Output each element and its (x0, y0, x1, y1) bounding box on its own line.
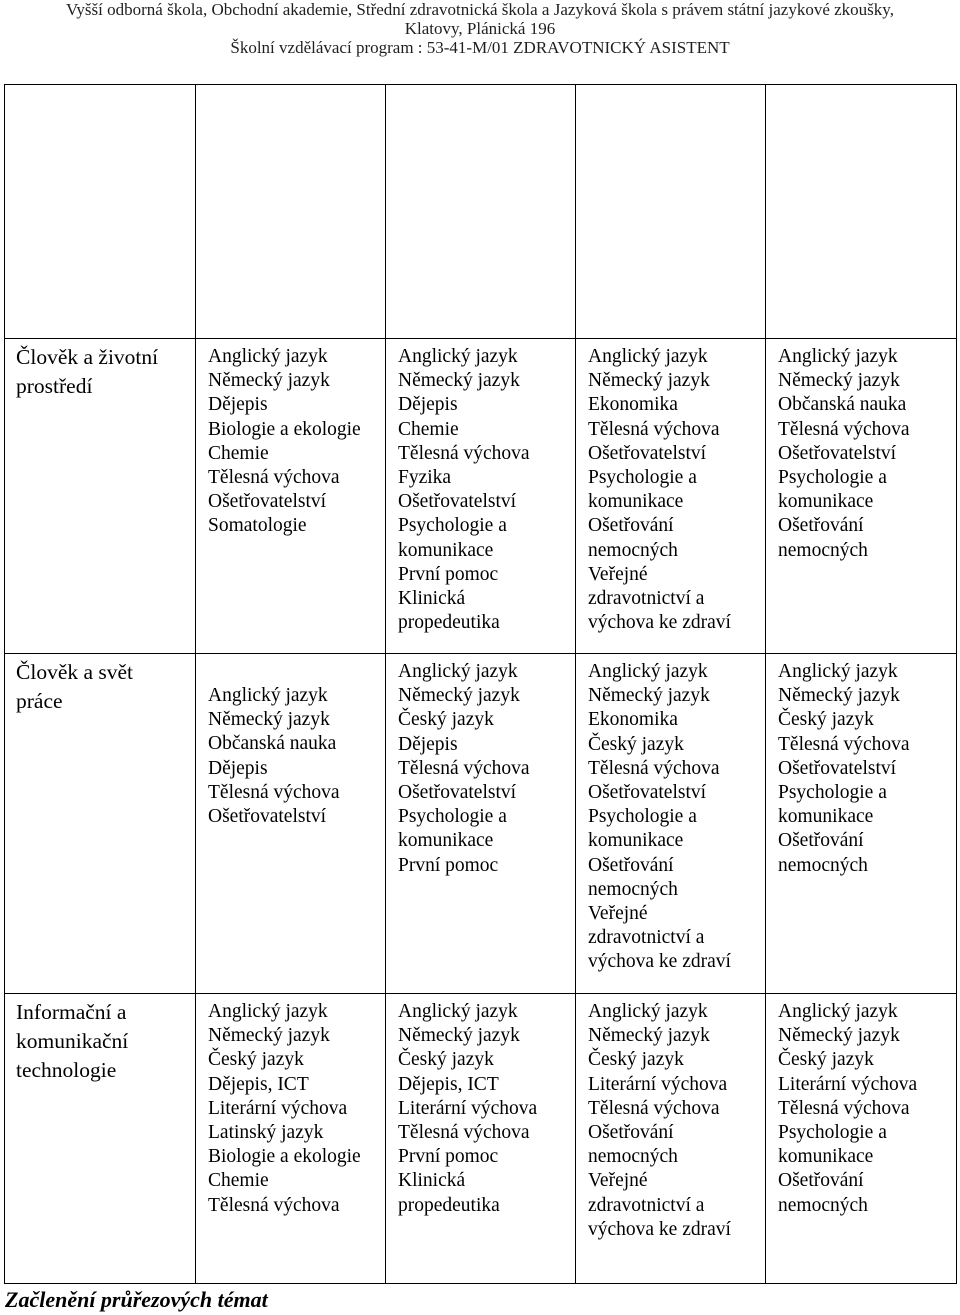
subject-line: Anglický jazyk (778, 1001, 898, 1022)
subject-line: Německý jazyk (208, 370, 330, 392)
table-row (5, 339, 957, 654)
table-row (5, 994, 957, 1284)
theme-label-line: Informační a (16, 1000, 127, 1024)
subject-line: Tělesná výchova (778, 418, 910, 440)
subject-line: Psychologie a (778, 467, 887, 489)
subjects-table-wrapper (4, 84, 956, 1283)
subject-line: Německý jazyk (398, 685, 520, 707)
subject-line: Anglický jazyk (588, 661, 708, 682)
header-address: Klatovy, Plánická 196 (404, 19, 556, 38)
subject-line: zdravotnictví a (588, 927, 705, 949)
subject-line: Dějepis (208, 757, 268, 779)
subject-line: Ošetřovatelství (398, 491, 517, 513)
document-header (0, 0, 960, 57)
subject-line: komunikace (398, 830, 494, 852)
subjects-cell (196, 339, 386, 654)
subject-line: Anglický jazyk (588, 346, 708, 367)
subjects-table (4, 84, 957, 1284)
subject-line: Německý jazyk (398, 1025, 520, 1047)
subject-line: Ošetřování (778, 830, 864, 852)
subject-line: Anglický jazyk (398, 346, 518, 367)
subject-line: Klinická (398, 588, 466, 610)
subjects-cell (386, 339, 576, 654)
subject-line: Literární výchova (588, 1073, 728, 1095)
subject-line: Ošetřovatelství (778, 757, 897, 779)
subject-line: komunikace (588, 491, 684, 513)
subject-line: Psychologie a (588, 467, 697, 489)
subject-line: Tělesná výchova (398, 1122, 530, 1144)
subject-line: Literární výchova (208, 1097, 348, 1119)
subject-line: Biologie a ekologie (208, 418, 361, 440)
subject-line: nemocných (778, 854, 868, 876)
subjects-cell (576, 994, 766, 1284)
subjects-cell (386, 654, 576, 994)
subject-line: Tělesná výchova (398, 442, 530, 464)
subject-line: Anglický jazyk (208, 685, 328, 706)
subject-line: Tělesná výchova (778, 1097, 910, 1119)
subject-line: Dějepis (398, 733, 458, 755)
subject-line: Německý jazyk (208, 1025, 330, 1047)
theme-label-cell (5, 339, 196, 654)
subjects-cell (766, 654, 957, 994)
subject-line: Anglický jazyk (208, 1001, 328, 1022)
subject-line: Ošetřovatelství (588, 442, 707, 464)
subject-line: propedeutika (398, 1194, 500, 1216)
subject-line: Český jazyk (208, 1049, 304, 1071)
subject-line: nemocných (588, 878, 678, 900)
subject-line: Dějepis, ICT (398, 1073, 499, 1095)
subject-line: Anglický jazyk (208, 346, 328, 367)
subject-line: zdravotnictví a (588, 1194, 705, 1216)
subject-line: nemocných (778, 1194, 868, 1216)
subjects-cell (386, 994, 576, 1284)
subjects-cell (766, 339, 957, 654)
subject-line: Psychologie a (398, 515, 507, 537)
subject-line: Ošetřovatelství (778, 442, 897, 464)
subject-line: Ekonomika (588, 709, 678, 731)
subject-line: Anglický jazyk (588, 1001, 708, 1022)
subject-line: Anglický jazyk (398, 661, 518, 682)
subject-line: Německý jazyk (588, 685, 710, 707)
subject-line: Ošetřovatelství (208, 806, 327, 828)
subject-line: Ošetřování (588, 1122, 674, 1144)
theme-label-cell (5, 654, 196, 994)
subject-line: Tělesná výchova (588, 757, 720, 779)
table-cell (766, 85, 957, 339)
subject-line: výchova ke zdraví (588, 1218, 731, 1240)
subject-line: Chemie (208, 442, 269, 464)
subject-line: Anglický jazyk (398, 1001, 518, 1022)
subject-line: Český jazyk (588, 733, 684, 755)
theme-label-line: Člověk a životní (16, 345, 159, 369)
subject-line: Tělesná výchova (778, 733, 910, 755)
subject-line: Veřejné (588, 903, 648, 925)
header-school-name: Vyšší odborná škola, Obchodní akademie, Střední zdravotnická škola a Jazyková škola s právem státní jazykové zkoušky, (66, 0, 894, 19)
subject-line: Německý jazyk (208, 709, 330, 731)
subject-line: Německý jazyk (588, 1025, 710, 1047)
subject-line: Německý jazyk (398, 370, 520, 392)
subject-line: nemocných (588, 539, 678, 561)
subject-line: Český jazyk (778, 1049, 874, 1071)
section-heading: Začlenění průřezových témat (5, 1287, 268, 1312)
subject-line: Psychologie a (398, 806, 507, 828)
theme-label-cell (5, 994, 196, 1284)
subject-line (208, 660, 385, 684)
subject-line: První pomoc (398, 563, 499, 585)
subject-line: komunikace (588, 830, 684, 852)
subject-line: Ošetřování (588, 515, 674, 537)
subject-line: Německý jazyk (588, 370, 710, 392)
subject-line: Tělesná výchova (208, 1194, 340, 1216)
table-row-empty (5, 85, 957, 339)
subject-line: Ošetřovatelství (398, 782, 517, 804)
subjects-cell (766, 994, 957, 1284)
theme-label-line: technologie (16, 1058, 117, 1082)
subject-line: První pomoc (398, 854, 499, 876)
subject-line: Psychologie a (588, 806, 697, 828)
subject-line: Německý jazyk (778, 1025, 900, 1047)
subject-line: Tělesná výchova (398, 757, 530, 779)
subject-line: Psychologie a (778, 782, 887, 804)
subject-line: Dějepis (208, 394, 268, 416)
header-program: Školní vzdělávací program : 53-41-M/01 ZDRAVOTNICKÝ ASISTENT (230, 38, 730, 57)
theme-label-line: Člověk a svět (16, 660, 134, 684)
subject-line: výchova ke zdraví (588, 951, 731, 973)
subject-line: Tělesná výchova (208, 781, 340, 803)
subject-line: Ošetřování (778, 1170, 864, 1192)
subject-line: zdravotnictví a (588, 588, 705, 610)
subject-line: komunikace (778, 1146, 874, 1168)
subject-line: Somatologie (208, 515, 307, 537)
subject-line: Tělesná výchova (208, 467, 340, 489)
subject-line: komunikace (398, 539, 494, 561)
subjects-cell (196, 994, 386, 1284)
subject-line: Chemie (398, 418, 459, 440)
subject-line: Tělesná výchova (588, 1097, 720, 1119)
subject-line: Veřejné (588, 1170, 648, 1192)
subject-line: Německý jazyk (778, 370, 900, 392)
subject-line: Anglický jazyk (778, 346, 898, 367)
subject-line: Občanská nauka (208, 733, 337, 755)
subject-line: Biologie a ekologie (208, 1146, 361, 1168)
subject-line: První pomoc (398, 1146, 499, 1168)
subject-line: Ošetřování (778, 515, 864, 537)
subject-line: komunikace (778, 806, 874, 828)
table-cell (576, 85, 766, 339)
subject-line: Anglický jazyk (778, 661, 898, 682)
subject-line: Ošetřovatelství (588, 782, 707, 804)
subject-line: nemocných (588, 1146, 678, 1168)
table-row (5, 654, 957, 994)
theme-label-line: komunikační (16, 1029, 129, 1053)
subject-line: Literární výchova (398, 1097, 538, 1119)
subject-line: Ošetřovatelství (208, 491, 327, 513)
subject-line: propedeutika (398, 612, 500, 634)
subjects-cell (576, 654, 766, 994)
subject-line: Český jazyk (588, 1049, 684, 1071)
subject-line: výchova ke zdraví (588, 612, 731, 634)
subject-line: Německý jazyk (778, 685, 900, 707)
subject-line: Český jazyk (398, 709, 494, 731)
subjects-cell (196, 654, 386, 994)
subject-line: Chemie (208, 1170, 269, 1192)
subject-line: Veřejné (588, 563, 648, 585)
theme-label-line: prostředí (16, 374, 93, 398)
subject-line: Tělesná výchova (588, 418, 720, 440)
table-cell (386, 85, 576, 339)
subject-line: Ošetřování (588, 854, 674, 876)
theme-label-line: práce (16, 689, 63, 713)
subject-line: Ekonomika (588, 394, 678, 416)
subject-line: Latinský jazyk (208, 1122, 324, 1144)
subject-line: Klinická (398, 1170, 466, 1192)
subject-line: komunikace (778, 491, 874, 513)
subject-line: nemocných (778, 539, 868, 561)
table-cell (196, 85, 386, 339)
subject-line: Literární výchova (778, 1073, 918, 1095)
subject-line: Dějepis, ICT (208, 1073, 309, 1095)
subject-line: Občanská nauka (778, 394, 907, 416)
subjects-cell (576, 339, 766, 654)
subject-line: Psychologie a (778, 1122, 887, 1144)
subject-line: Český jazyk (778, 709, 874, 731)
subject-line: Český jazyk (398, 1049, 494, 1071)
subject-line: Fyzika (398, 467, 452, 489)
table-cell (5, 85, 196, 339)
subject-line: Dějepis (398, 394, 458, 416)
